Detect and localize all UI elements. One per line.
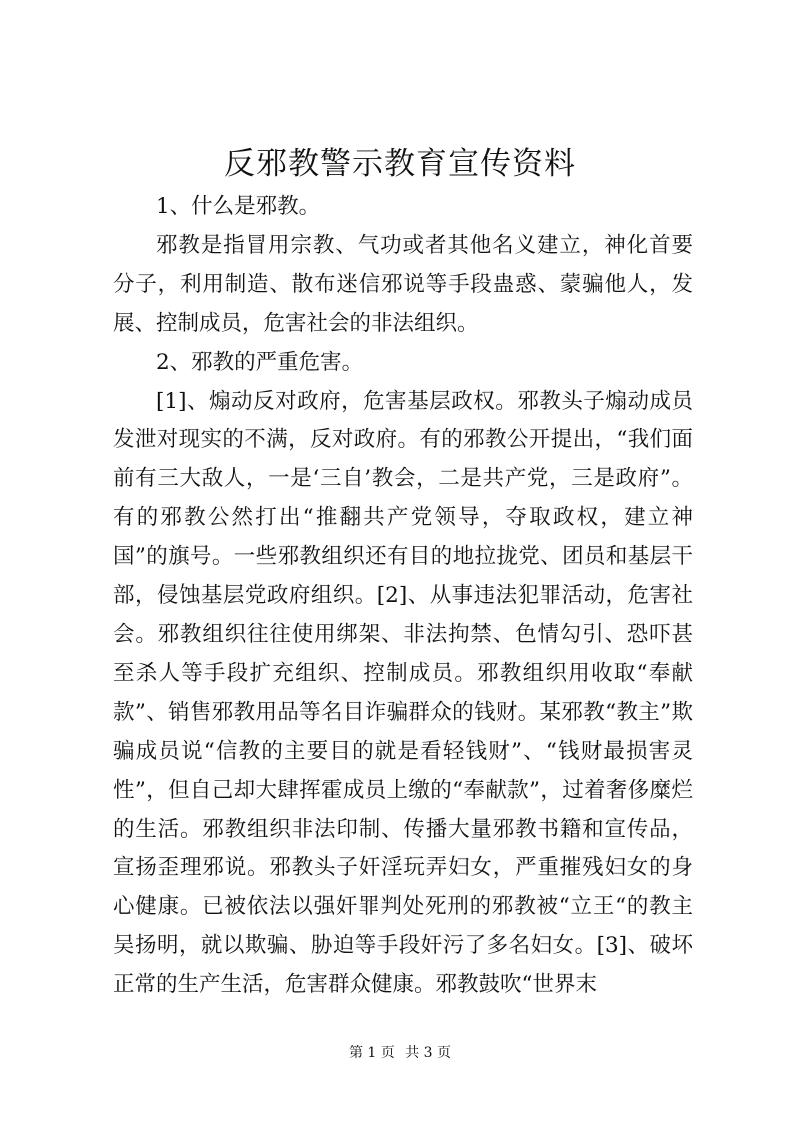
harms-paragraph: [1]、煽动反对政府，危害基层政权。邪教头子煽动成员发泄对现实的不满，反对政府。有的邪教公开提出，“我们面前有三大敌人，一是‘三自’教会，二是共产党，三是政府”。有的邪教公然打出“推翻共产党领导，夺取政权，建立神国”的旗号。一些邪教组织还有目的地拉拢党、团员和基层干部，侵蚀基层党政府组织。[2]、从事违法犯罪活动，危害社会。邪教组织往往使用绑架、非法拘禁、色情勾引、恐吓甚至杀人等手段扩充组织、控制成员。邪教组织用收取“奉献款”、销售邪教用品等名目诈骗群众的钱财。某邪教“教主”欺骗成员说“信教的主要目的就是看轻钱财”、“钱财最损害灵性”，但自己却大肆挥霍成员上缴的“奉献款”，过着奢侈糜烂的生活。邪教组织非法印制、传播大量邪教书籍和宣传品，宣扬歪理邪说。邪教头子奸淫玩弄妇女，严重摧残妇女的身心健康。已被依法以强奸罪判处死刑的邪教被“立王“的教主吴扬明，就以欺骗、胁迫等手段奸污了多名妇女。[3]、破坏正常的生产生活，危害群众健康。邪教鼓吹“世界末 xyxy=(113,388,693,998)
page-number: 第 1 页 xyxy=(348,1045,395,1061)
section-heading-1: 1、什么是邪教。 xyxy=(156,194,321,219)
document-title: 反邪教警示教育宣传资料 xyxy=(224,146,576,182)
definition-paragraph: 邪教是指冒用宗教、气功或者其他名义建立，神化首要分子，利用制造、散布迷信邪说等手段蛊惑、蒙骗他人，发展、控制成员，危害社会的非法组织。 xyxy=(113,232,693,336)
section-heading-2: 2、邪教的严重危害。 xyxy=(156,349,364,375)
page-total: 共 3 页 xyxy=(405,1045,452,1061)
page-footer xyxy=(0,1043,800,1063)
document-body xyxy=(113,188,693,1005)
